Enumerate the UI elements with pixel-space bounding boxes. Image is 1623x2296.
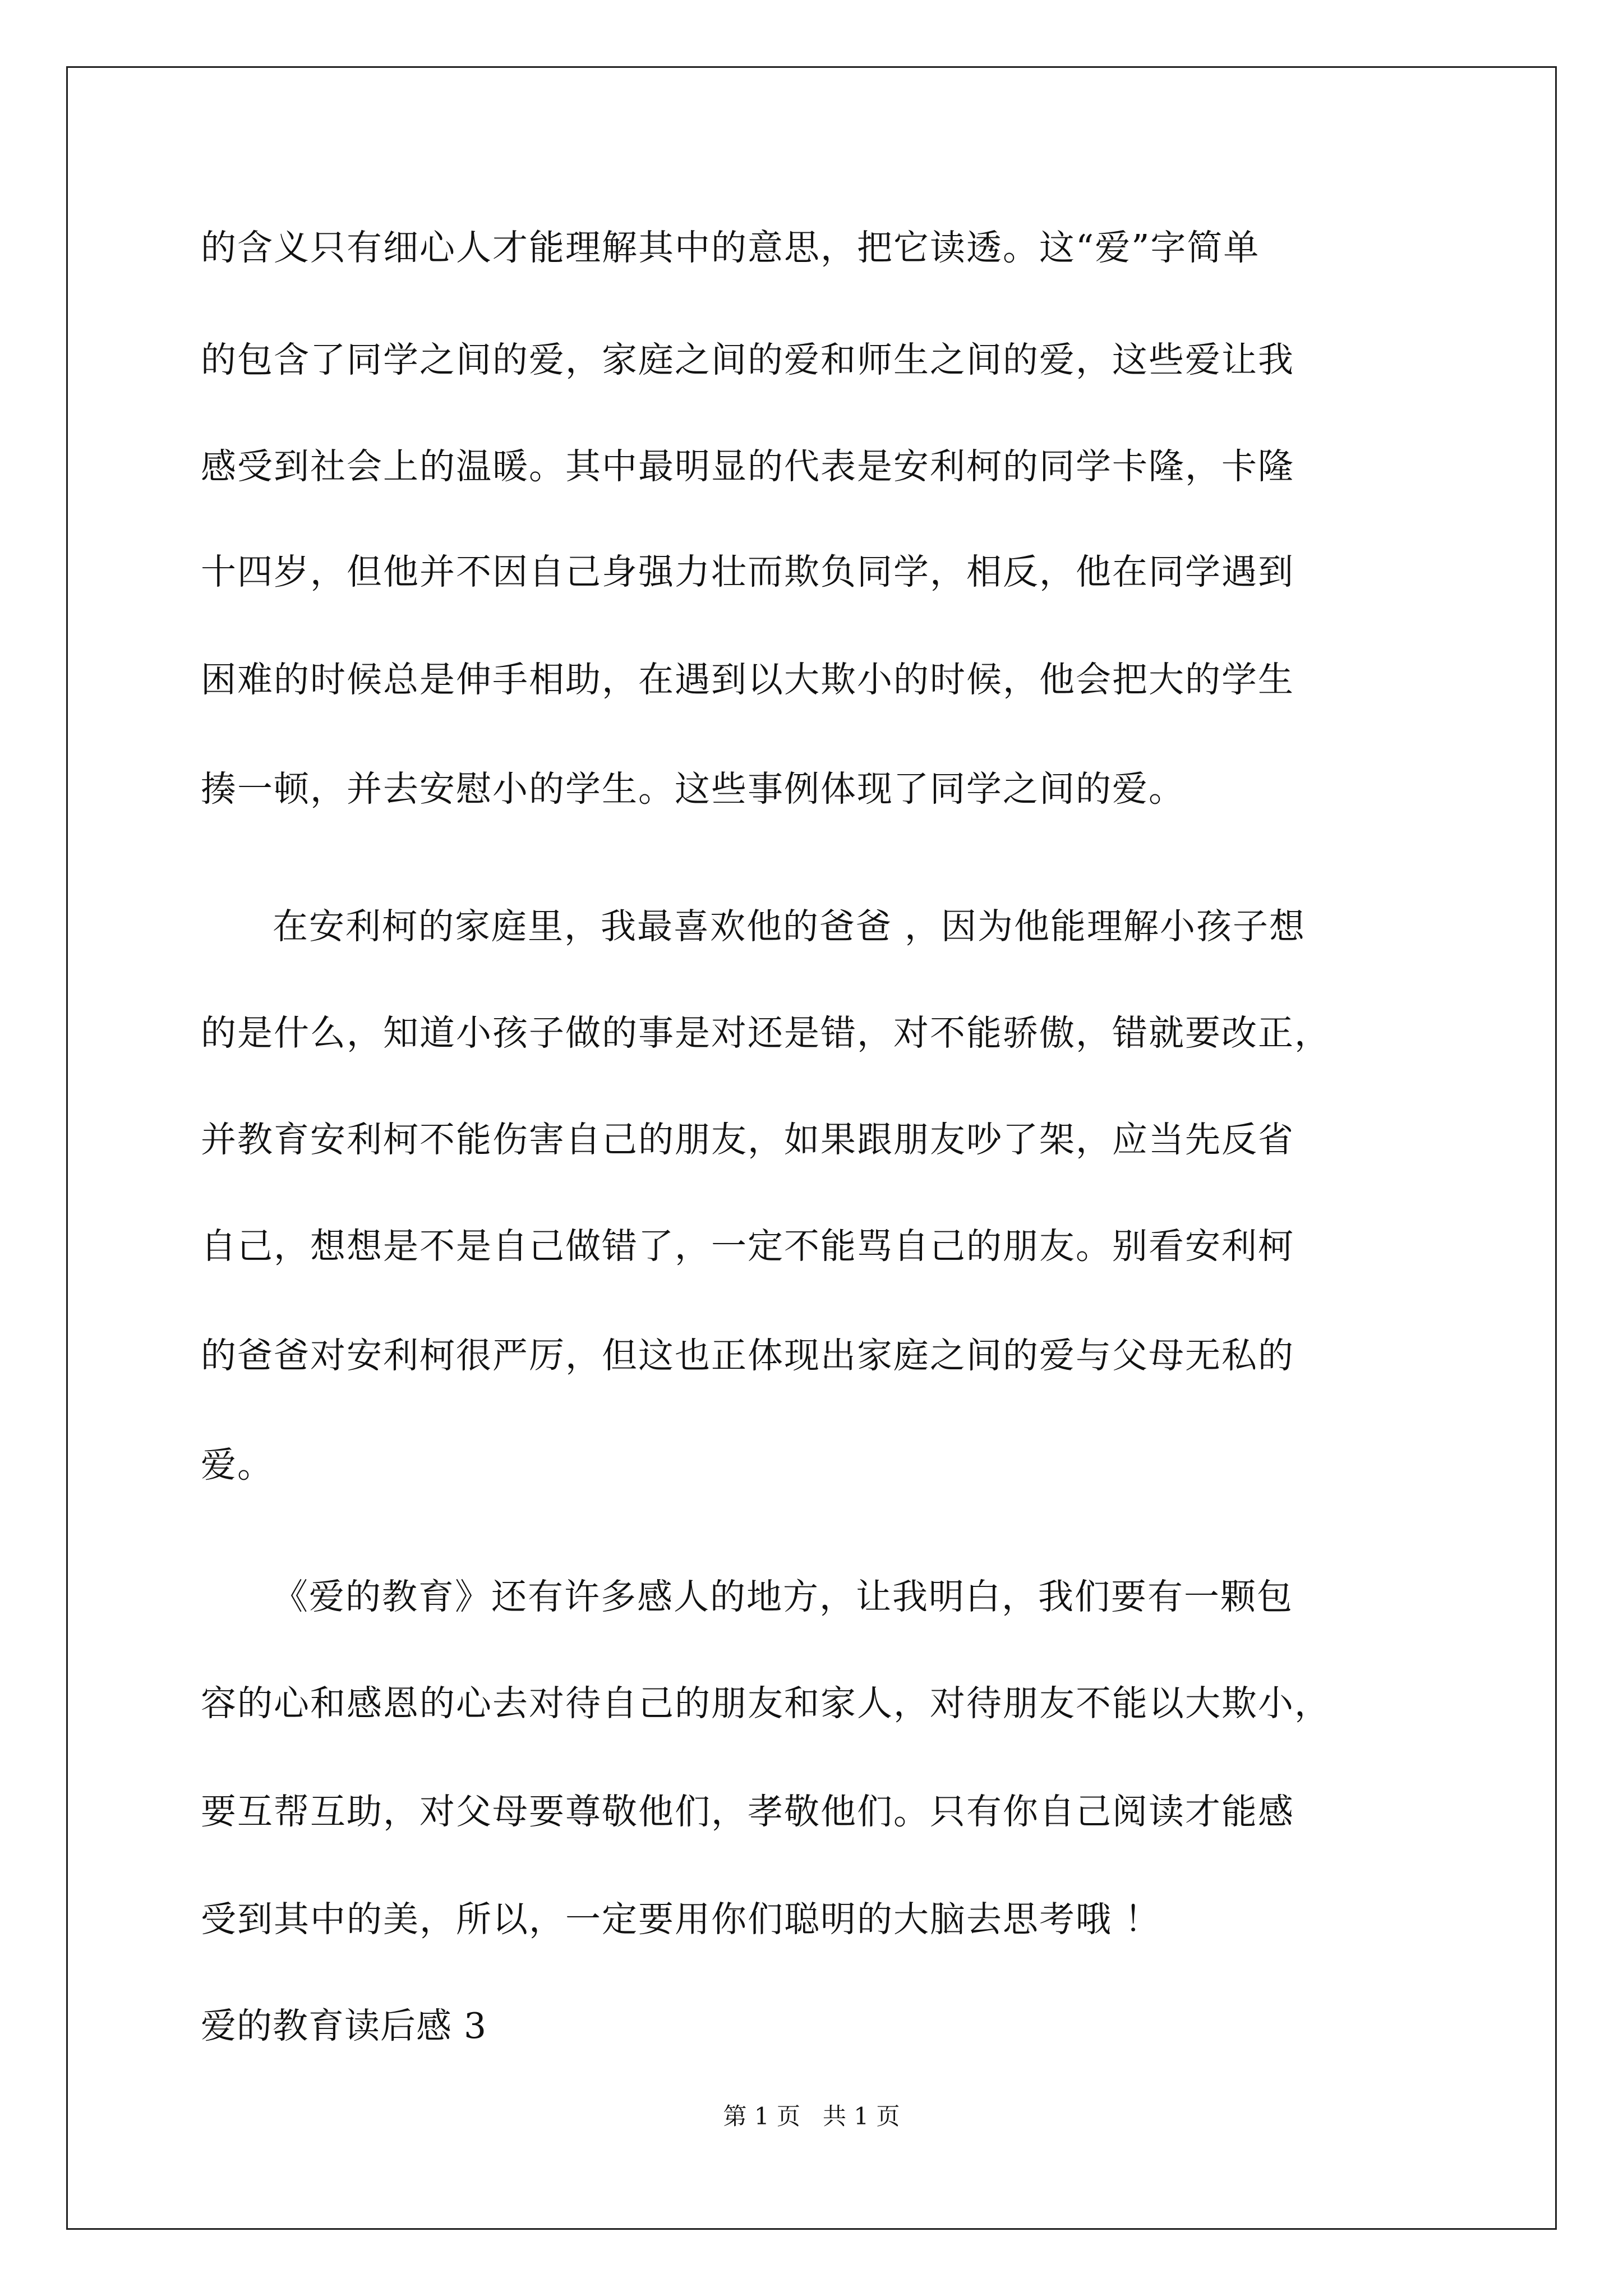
section-heading: 爱的教育读后感 3 (201, 2005, 487, 2046)
page-number-footer: 第 1 页 共 1 页 (723, 2102, 900, 2130)
paragraph-line: 要互帮互助，对父母要尊敬他们，孝敬他们。只有你自己阅读才能感 (201, 1791, 1294, 1832)
paragraph-line: 的含义只有细心人才能理解其中的意思，把它读透。这“爱”字简单 (201, 227, 1260, 268)
paragraph-line: 感受到社会上的温暖。其中最明显的代表是安利柯的同学卡隆，卡隆 (201, 446, 1294, 487)
paragraph-line: 的爸爸对安利柯很严厉，但这也正体现出家庭之间的爱与父母无私的 (201, 1335, 1294, 1376)
paragraph-line: 自己，想想是不是自己做错了，一定不能骂自己的朋友。别看安利柯 (201, 1226, 1294, 1267)
paragraph-line: 揍一顿，并去安慰小的学生。这些事例体现了同学之间的爱。 (201, 769, 1185, 809)
paragraph-line: 容的心和感恩的心去对待自己的朋友和家人，对待朋友不能以大欺小， (201, 1683, 1331, 1724)
paragraph-line: 并教育安利柯不能伤害自己的朋友，如果跟朋友吵了架，应当先反省 (201, 1119, 1294, 1160)
paragraph-line: 困难的时候总是伸手相助，在遇到以大欺小的时候，他会把大的学生 (201, 659, 1294, 700)
paragraph-line: 爱。 (201, 1444, 274, 1485)
paragraph-line: 《爱的教育》还有许多感人的地方，让我明白，我们要有一颗包 (273, 1576, 1293, 1617)
paragraph-line: 的包含了同学之间的爱，家庭之间的爱和师生之间的爱，这些爱让我 (201, 339, 1294, 380)
paragraph-line: 在安利柯的家庭里，我最喜欢他的爸爸 ，因为他能理解小孩子想 (273, 906, 1306, 947)
paragraph-line: 十四岁，但他并不因自己身强力壮而欺负同学，相反，他在同学遇到 (201, 551, 1294, 592)
paragraph-line: 受到其中的美，所以，一定要用你们聪明的大脑去思考哦 ！ (201, 1899, 1161, 1940)
paragraph-line: 的是什么，知道小孩子做的事是对还是错，对不能骄傲，错就要改正， (201, 1013, 1331, 1053)
